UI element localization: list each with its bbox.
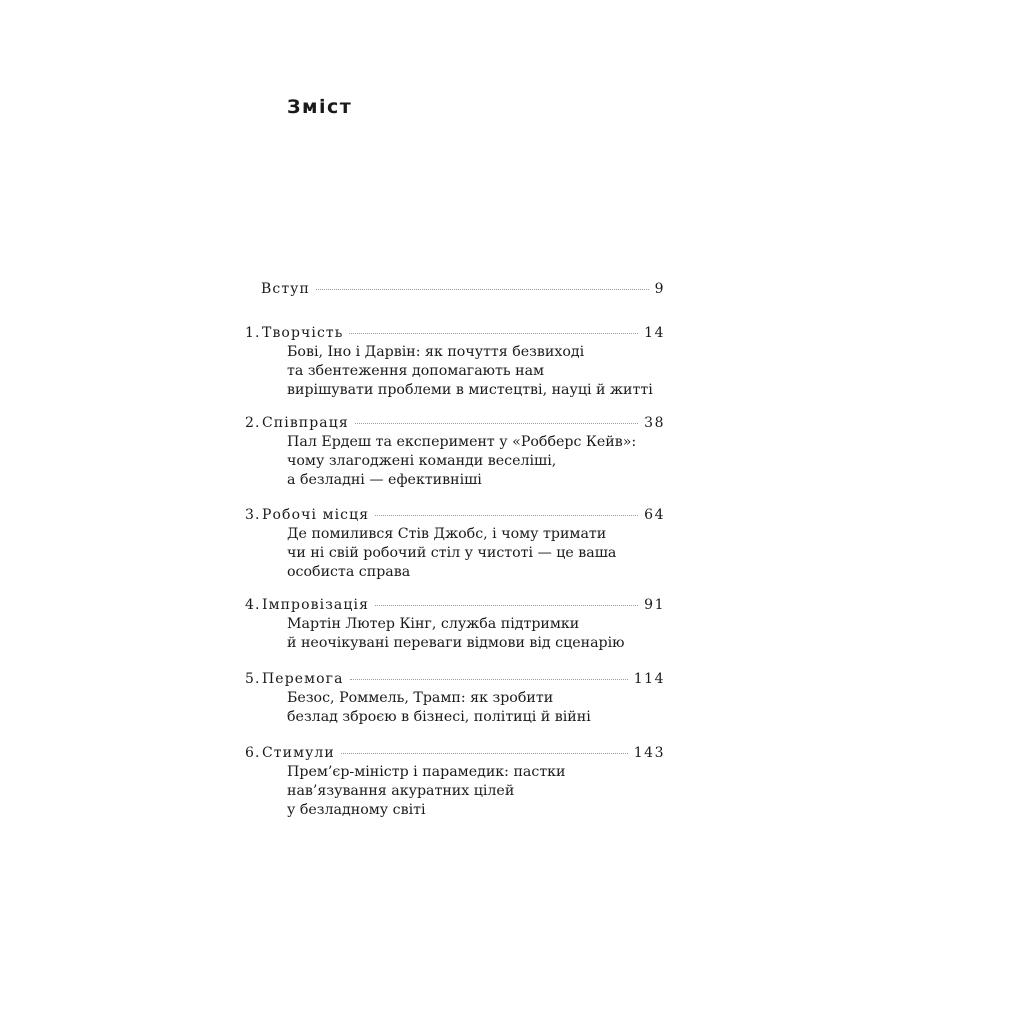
subtitle-line: у безладному світі xyxy=(287,802,426,818)
chapter-number: 4. xyxy=(245,597,261,613)
toc-entry-heading xyxy=(245,596,665,615)
toc-entry-title: Імпровізація xyxy=(262,597,369,613)
toc-page-number: 143 xyxy=(633,745,665,761)
toc-entry-heading xyxy=(245,324,665,343)
toc-page-number: 114 xyxy=(633,671,665,687)
toc-entry-intro xyxy=(245,280,665,299)
toc-entry-chapter-2 xyxy=(245,414,665,490)
toc-entry-chapter-4 xyxy=(245,596,665,653)
toc-page-number: 91 xyxy=(644,597,665,613)
subtitle-line: та збентеження допомагають нам xyxy=(287,363,545,379)
chapter-number: 1. xyxy=(245,325,261,341)
toc-entry-heading xyxy=(245,670,665,689)
toc-page-number: 64 xyxy=(644,507,665,523)
dotted-leader xyxy=(349,332,638,334)
subtitle-line: чи ні свій робочий стіл у чистоті — це ваша xyxy=(287,545,617,561)
toc-entry-heading xyxy=(245,280,665,299)
toc-page-number: 38 xyxy=(644,415,665,431)
toc-entry-heading xyxy=(245,506,665,525)
table-of-contents xyxy=(245,0,665,1024)
toc-entry-chapter-6 xyxy=(245,744,665,820)
subtitle-line: Де помилився Стів Джобс, і чому тримати xyxy=(287,526,607,542)
subtitle-line: чому злагоджені команди веселіші, xyxy=(287,453,557,469)
toc-entry-title: Стимули xyxy=(262,745,335,761)
subtitle-line: особиста справа xyxy=(287,564,411,580)
subtitle-line: нав’язування акуратних цілей xyxy=(287,783,515,799)
dotted-leader xyxy=(375,604,638,606)
toc-entry-heading xyxy=(245,744,665,763)
chapter-subtitle xyxy=(245,525,665,582)
chapter-number: 3. xyxy=(245,507,261,523)
toc-entry-chapter-3 xyxy=(245,506,665,582)
toc-entry-title: Робочі місця xyxy=(262,507,370,523)
chapter-number: 2. xyxy=(245,415,261,431)
subtitle-line: безлад зброєю в бізнесі, політиці й війні xyxy=(287,709,591,725)
toc-page-number: 14 xyxy=(644,325,665,341)
subtitle-line: Бові, Іно і Дарвін: як почуття безвиході xyxy=(287,344,585,360)
toc-entry-title: Перемога xyxy=(262,671,344,687)
chapter-subtitle xyxy=(245,343,665,400)
chapter-subtitle xyxy=(245,433,665,490)
dotted-leader xyxy=(341,752,628,754)
subtitle-line: Безос, Роммель, Трамп: як зробити xyxy=(287,690,554,706)
subtitle-line: вирішувати проблеми в мистецтві, науці й житті xyxy=(287,382,653,398)
toc-entry-title: Творчість xyxy=(262,325,344,341)
toc-entry-title: Співпраця xyxy=(262,415,349,431)
chapter-subtitle xyxy=(245,615,665,653)
subtitle-line: Прем’єр-міністр і парамедик: пастки xyxy=(287,764,566,780)
subtitle-line: Мартін Лютер Кінг, служба підтримки xyxy=(287,616,580,632)
toc-entry-heading xyxy=(245,414,665,433)
page-title: Зміст xyxy=(287,96,353,118)
subtitle-line: й неочікувані переваги відмови від сценарію xyxy=(287,635,625,651)
chapter-subtitle xyxy=(245,763,665,820)
chapter-number: 6. xyxy=(245,745,261,761)
chapter-number: 5. xyxy=(245,671,261,687)
dotted-leader xyxy=(350,678,628,680)
dotted-leader xyxy=(375,514,638,516)
toc-entry-title: Вступ xyxy=(261,281,310,297)
dotted-leader xyxy=(316,288,649,290)
toc-entry-chapter-1 xyxy=(245,324,665,400)
dotted-leader xyxy=(355,422,638,424)
subtitle-line: а безладні — ефективніші xyxy=(287,472,482,488)
chapter-subtitle xyxy=(245,689,665,727)
toc-page-number: 9 xyxy=(654,281,665,297)
toc-entry-chapter-5 xyxy=(245,670,665,727)
subtitle-line: Пал Ердеш та експеримент у «Робберс Кейв»: xyxy=(287,434,637,450)
